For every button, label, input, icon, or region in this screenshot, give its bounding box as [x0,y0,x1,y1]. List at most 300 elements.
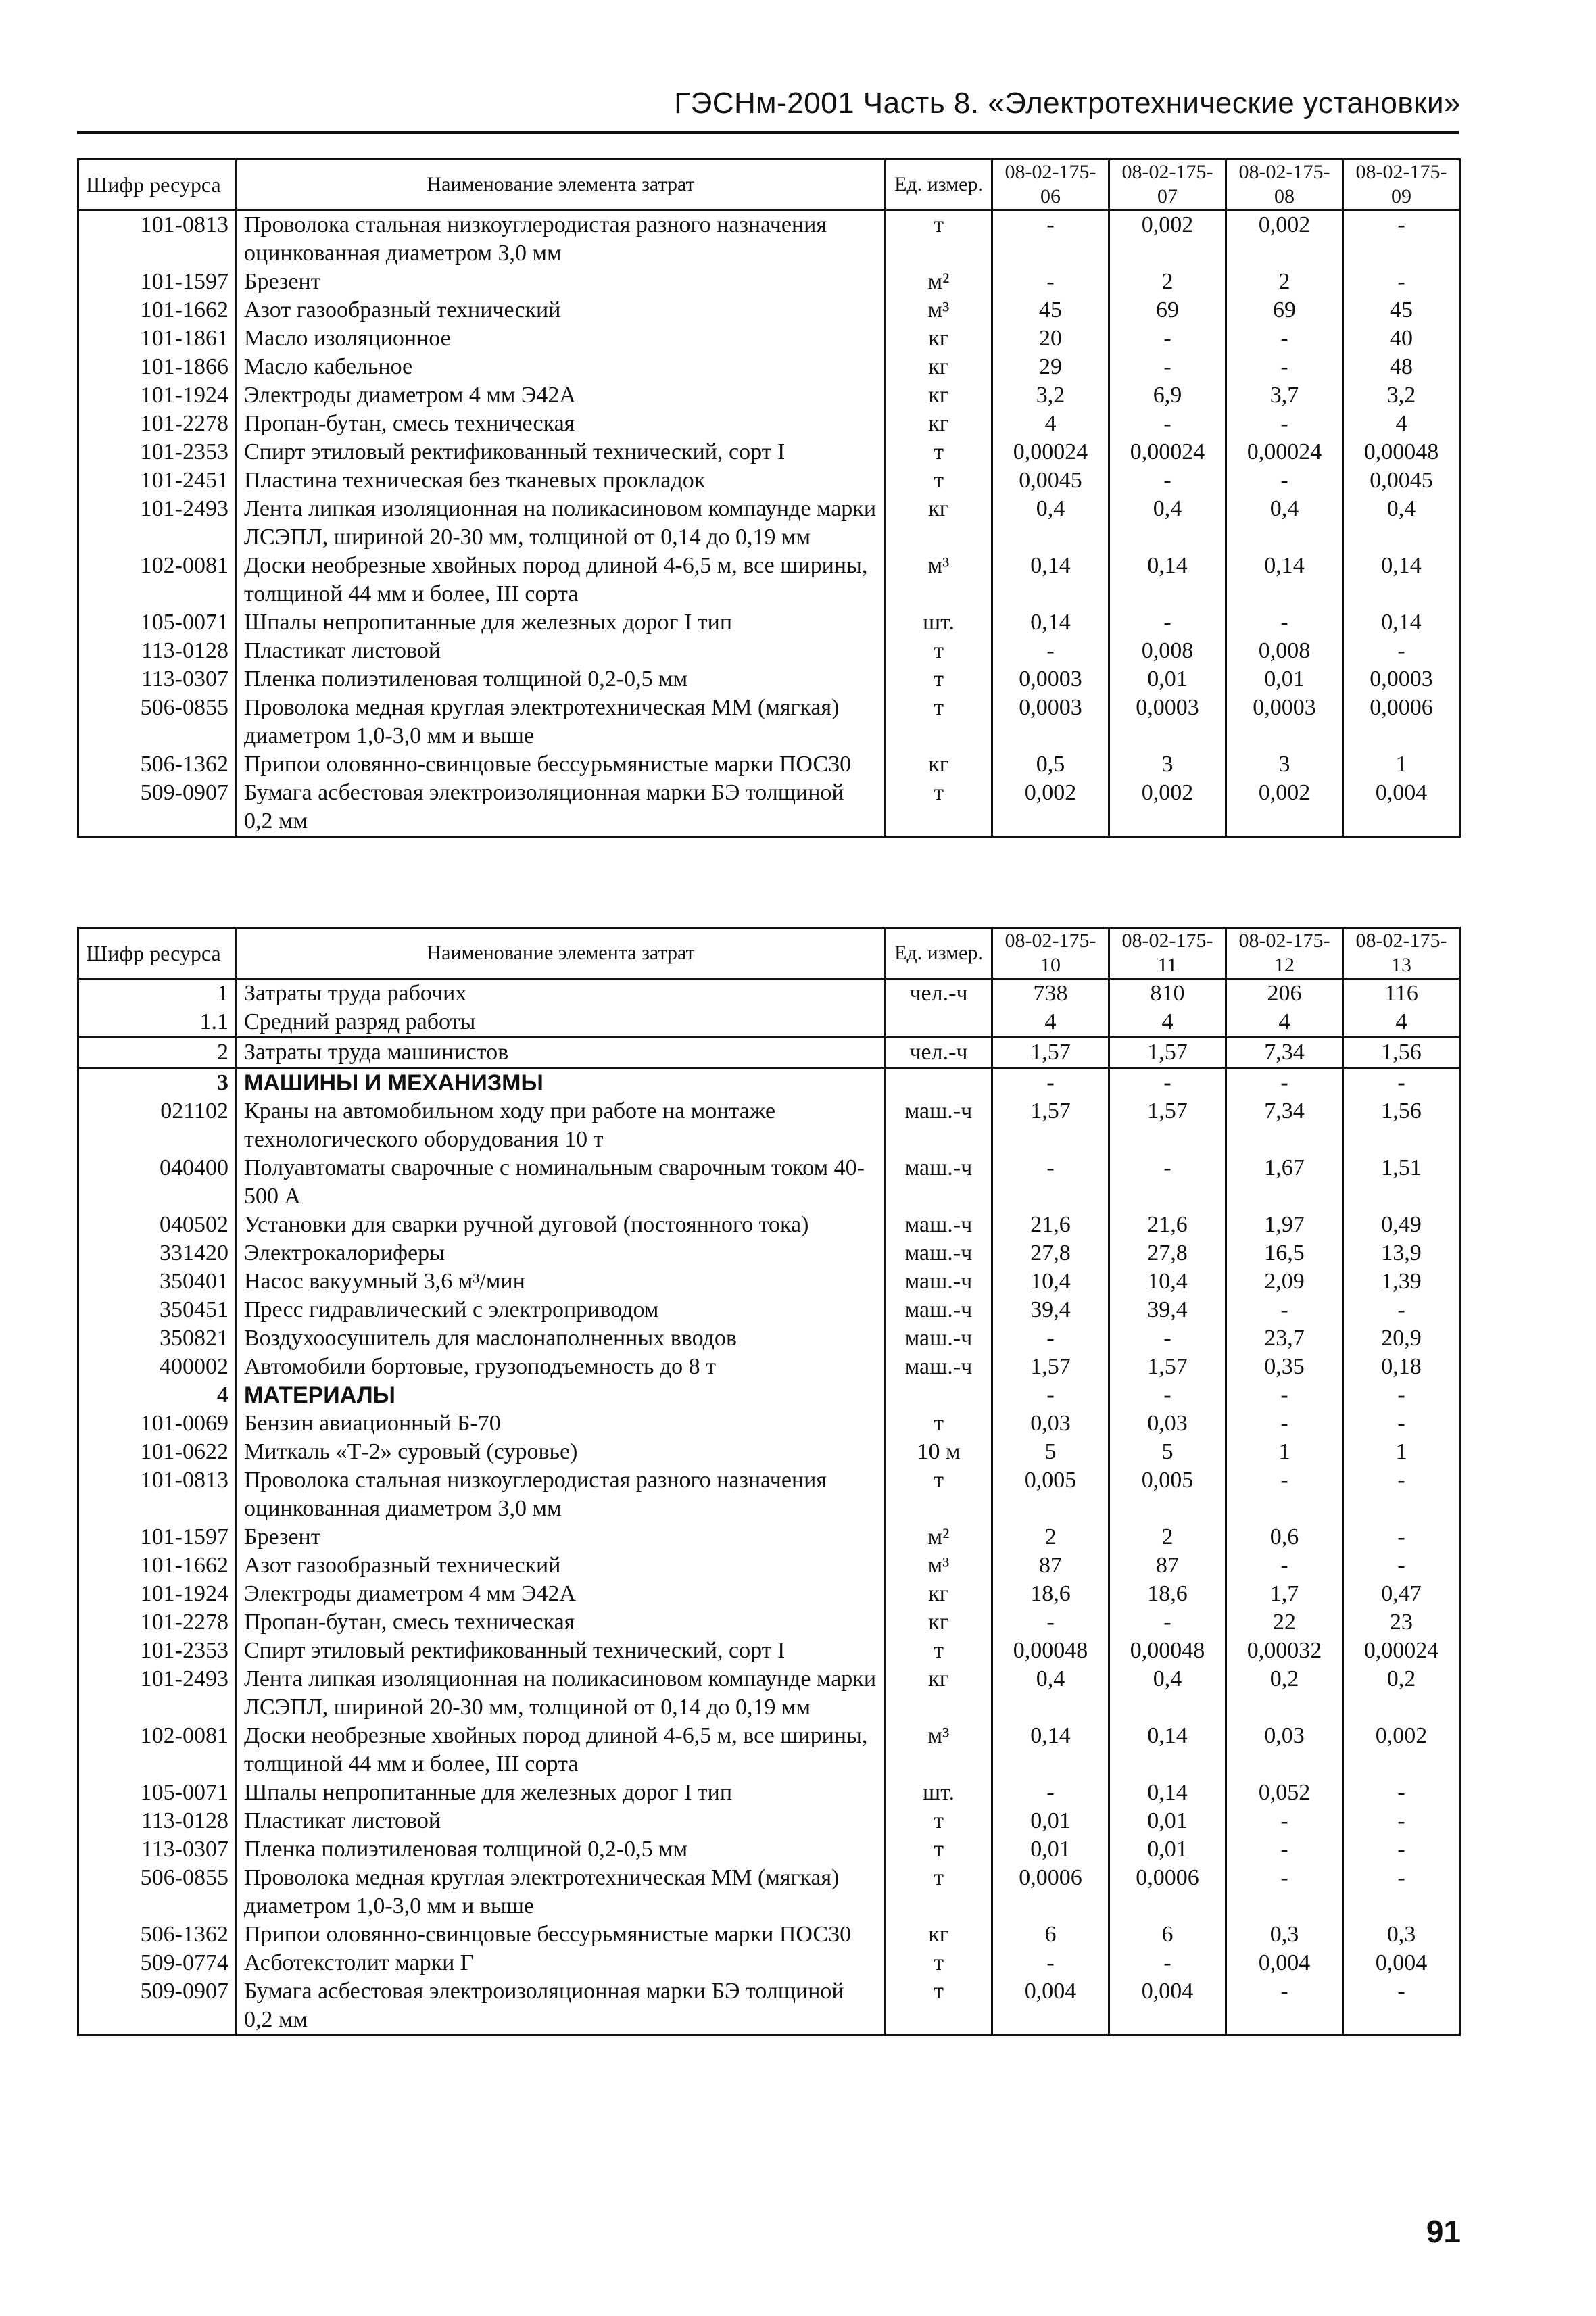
norm-value-cell: 0,14 [1109,1722,1226,1779]
resource-name-cell: Затраты труда рабочих [237,979,886,1009]
unit-cell: кг [886,410,992,438]
column-header-code: Шифр ресурса [78,160,237,210]
table-row [78,1580,1460,1608]
table-row [78,1353,1460,1381]
norm-value-cell: 0,4 [992,1665,1109,1722]
resource-code-cell: 101-1866 [78,353,237,381]
norm-value-cell: 4 [1109,1008,1226,1038]
norm-value-cell: 0,3 [1343,1921,1460,1949]
norm-value-cell: 0,008 [1109,637,1226,665]
resource-code-cell: 040502 [78,1211,237,1239]
unit-cell [886,1008,992,1038]
resource-name-cell: Установки для сварки ручной дуговой (постоянного тока) [237,1211,886,1239]
norm-value-cell: - [1343,210,1460,268]
resource-name-cell: Пластина техническая без тканевых прокладок [237,466,886,495]
table-row [78,1211,1460,1239]
unit-cell: т [886,210,992,268]
norm-value-cell: 0,00024 [1343,1637,1460,1665]
norm-value-cell: - [1343,1381,1460,1409]
table-row [78,1097,1460,1154]
column-header-norm: 08-02-175-08 [1226,160,1343,210]
norm-value-cell: 0,00024 [1109,438,1226,466]
norm-value-cell: - [1343,1835,1460,1864]
column-header-unit: Ед. измер. [886,928,992,979]
resource-code-cell: 101-1861 [78,324,237,353]
unit-cell: маш.-ч [886,1324,992,1353]
norm-value-cell: 22 [1226,1608,1343,1637]
norm-value-cell: - [1343,1864,1460,1921]
table-body [78,210,1460,837]
resource-name-cell: Доски необрезные хвойных пород длиной 4-6,5 м, все ширины, толщиной 44 мм и более, III сорта [237,552,886,608]
resource-code-cell: 101-1597 [78,268,237,296]
norm-value-cell: 0,03 [1226,1722,1343,1779]
norm-value-cell: 0,6 [1226,1523,1343,1551]
resource-code-cell: 101-2493 [78,495,237,552]
resource-name-cell: Масло изоляционное [237,324,886,353]
norm-value-cell: - [1109,1154,1226,1211]
table-row [78,1038,1460,1068]
resource-code-cell: 113-0307 [78,1835,237,1864]
resource-name-cell: Пленка полиэтиленовая толщиной 0,2-0,5 мм [237,665,886,694]
table-row [78,1779,1460,1807]
norm-value-cell: 0,005 [1109,1466,1226,1523]
norm-value-cell: 0,14 [1226,552,1343,608]
resource-table-2 [77,927,1461,2036]
norm-value-cell: 0,2 [1226,1665,1343,1722]
norm-value-cell: 2 [1226,268,1343,296]
resource-name-cell: Проволока медная круглая электротехническая ММ (мягкая) диаметром 1,0-3,0 мм и выше [237,1864,886,1921]
unit-cell: м³ [886,296,992,324]
table-row [78,637,1460,665]
resource-name-cell: Масло кабельное [237,353,886,381]
table-row [78,1438,1460,1466]
norm-value-cell: 0,002 [1343,1722,1460,1779]
norm-value-cell: 3,7 [1226,381,1343,410]
norm-value-cell: 0,004 [992,1977,1109,2035]
resource-name-cell: Насос вакуумный 3,6 м³/мин [237,1268,886,1296]
resource-code-cell: 101-2278 [78,1608,237,1637]
norm-value-cell: 27,8 [1109,1239,1226,1268]
norm-value-cell: 0,14 [992,552,1109,608]
table-row [78,1608,1460,1637]
table-row [78,694,1460,750]
norm-value-cell: 13,9 [1343,1239,1460,1268]
resource-code-cell: 102-0081 [78,552,237,608]
norm-value-cell: - [992,1068,1109,1098]
norm-value-cell: 1,39 [1343,1268,1460,1296]
norm-value-cell: - [1109,353,1226,381]
resource-code-cell: 4 [78,1381,237,1409]
table-row [78,750,1460,779]
norm-value-cell: 18,6 [992,1580,1109,1608]
norm-value-cell: - [992,1154,1109,1211]
unit-cell: м² [886,268,992,296]
norm-value-cell: 6 [992,1921,1109,1949]
norm-value-cell: 0,0045 [992,466,1109,495]
resource-name-cell: Азот газообразный технический [237,1551,886,1580]
norm-value-cell: 0,002 [1109,779,1226,837]
norm-value-cell: 3 [1109,750,1226,779]
unit-cell: кг [886,353,992,381]
resource-code-cell: 101-2353 [78,438,237,466]
resource-code-cell: 101-0069 [78,1409,237,1438]
resource-name-cell: Бумага асбестовая электроизоляционная марки БЭ толщиной 0,2 мм [237,779,886,837]
norm-value-cell: 1,97 [1226,1211,1343,1239]
norm-value-cell: 0,4 [1109,495,1226,552]
resource-name-cell: Автомобили бортовые, грузоподъемность до 8 т [237,1353,886,1381]
unit-cell: кг [886,381,992,410]
norm-value-cell: - [1226,1551,1343,1580]
norm-value-cell: 0,002 [992,779,1109,837]
unit-cell: кг [886,1580,992,1608]
resource-name-cell: Электроды диаметром 4 мм Э42А [237,1580,886,1608]
resource-code-cell: 101-1662 [78,296,237,324]
resource-name-cell: Электрокалориферы [237,1239,886,1268]
norm-value-cell: - [1109,1324,1226,1353]
resource-code-cell: 101-1662 [78,1551,237,1580]
norm-value-cell: - [1226,1977,1343,2035]
column-header-name: Наименование элемента затрат [237,928,886,979]
norm-value-cell: 2 [992,1523,1109,1551]
norm-value-cell: - [992,637,1109,665]
unit-cell: т [886,1466,992,1523]
unit-cell: м³ [886,552,992,608]
norm-value-cell: 20,9 [1343,1324,1460,1353]
norm-value-cell: 0,002 [1226,210,1343,268]
norm-value-cell: - [1343,1523,1460,1551]
table-row [78,1722,1460,1779]
unit-cell: маш.-ч [886,1296,992,1324]
column-header-norm: 08-02-175-06 [992,160,1109,210]
norm-value-cell: 1,57 [1109,1097,1226,1154]
page-header-title: ГЭСНм-2001 Часть 8. «Электротехнические установки» [674,87,1461,120]
norm-value-cell: 0,14 [1109,552,1226,608]
norm-value-cell: - [992,1779,1109,1807]
norm-value-cell: 4 [992,410,1109,438]
column-header-norm: 08-02-175-09 [1343,160,1460,210]
norm-value-cell: 4 [1226,1008,1343,1038]
table-row [78,268,1460,296]
table-row [78,1381,1460,1409]
norm-value-cell: 0,005 [992,1466,1109,1523]
norm-value-cell: - [1226,353,1343,381]
norm-value-cell: - [1109,410,1226,438]
table-row [78,495,1460,552]
norm-value-cell: 1,57 [992,1097,1109,1154]
resource-code-cell: 101-2278 [78,410,237,438]
unit-cell: т [886,438,992,466]
norm-value-cell: 20 [992,324,1109,353]
table-row [78,608,1460,637]
norm-value-cell: 0,00024 [992,438,1109,466]
resource-name-cell: Шпалы непропитанные для железных дорог I тип [237,1779,886,1807]
resource-name-cell: Проволока стальная низкоуглеродистая разного назначения оцинкованная диаметром 3,0 мм [237,1466,886,1523]
norm-value-cell: 10,4 [1109,1268,1226,1296]
resource-code-cell: 350451 [78,1296,237,1324]
resource-name-cell: Доски необрезные хвойных пород длиной 4-6,5 м, все ширины, толщиной 44 мм и более, III сорта [237,1722,886,1779]
resource-name-cell: Пластикат листовой [237,1807,886,1835]
resource-code-cell: 113-0128 [78,1807,237,1835]
norm-value-cell: 0,002 [1109,210,1226,268]
norm-value-cell: 738 [992,979,1109,1009]
norm-value-cell: 1,7 [1226,1580,1343,1608]
table-row [78,381,1460,410]
table-row [78,1523,1460,1551]
resource-code-cell: 1.1 [78,1008,237,1038]
norm-value-cell: 2,09 [1226,1268,1343,1296]
unit-cell: кг [886,1608,992,1637]
norm-value-cell: 69 [1226,296,1343,324]
resource-code-cell: 509-0774 [78,1949,237,1977]
table-row [78,1296,1460,1324]
norm-value-cell: 0,00024 [1226,438,1343,466]
unit-cell: т [886,637,992,665]
norm-value-cell: 1,51 [1343,1154,1460,1211]
unit-cell: т [886,1637,992,1665]
norm-value-cell: 0,00048 [1109,1637,1226,1665]
norm-value-cell: 0,00048 [1343,438,1460,466]
norm-value-cell: 1,57 [1109,1353,1226,1381]
table-row [78,1268,1460,1296]
resource-name-cell: Асботекстолит марки Г [237,1949,886,1977]
norm-value-cell: 0,14 [1109,1779,1226,1807]
norm-value-cell: 39,4 [992,1296,1109,1324]
table-row [78,1637,1460,1665]
norm-value-cell: 23,7 [1226,1324,1343,1353]
resource-name-cell: Проволока медная круглая электротехническая ММ (мягкая) диаметром 1,0-3,0 мм и выше [237,694,886,750]
unit-cell: кг [886,750,992,779]
unit-cell: т [886,779,992,837]
norm-value-cell: 0,4 [1343,495,1460,552]
table-row [78,1949,1460,1977]
norm-value-cell: 0,01 [1226,665,1343,694]
resource-name-cell: Полуавтоматы сварочные с номинальным сварочным током 40-500 А [237,1154,886,1211]
norm-value-cell: 0,03 [992,1409,1109,1438]
resource-name-cell: Азот газообразный технический [237,296,886,324]
resource-code-cell: 101-2451 [78,466,237,495]
unit-cell: маш.-ч [886,1268,992,1296]
norm-value-cell: 0,0045 [1343,466,1460,495]
norm-value-cell: 0,00048 [992,1637,1109,1665]
table-row [78,466,1460,495]
norm-value-cell: 0,004 [1343,1949,1460,1977]
norm-value-cell: - [1343,1068,1460,1098]
norm-value-cell: 6,9 [1109,381,1226,410]
norm-value-cell: 87 [992,1551,1109,1580]
resource-code-cell: 021102 [78,1097,237,1154]
unit-cell: маш.-ч [886,1353,992,1381]
norm-value-cell: - [992,210,1109,268]
norm-value-cell: 0,01 [992,1835,1109,1864]
resource-name-cell: Спирт этиловый ректификованный технический, сорт I [237,1637,886,1665]
norm-value-cell: 23 [1343,1608,1460,1637]
norm-value-cell: 0,18 [1343,1353,1460,1381]
norm-value-cell: 40 [1343,324,1460,353]
resource-code-cell: 2 [78,1038,237,1068]
norm-value-cell: - [1343,637,1460,665]
table-header-row [78,928,1460,979]
norm-value-cell: - [1343,1409,1460,1438]
norm-value-cell: - [1226,1835,1343,1864]
unit-cell: т [886,1864,992,1921]
norm-value-cell: 1,67 [1226,1154,1343,1211]
norm-value-cell: 0,0003 [992,694,1109,750]
resource-name-cell: Лента липкая изоляционная на поликасиновом компаунде марки ЛСЭПЛ, шириной 20-30 мм, толщиной от 0,14 до 0,19 мм [237,1665,886,1722]
norm-value-cell: - [1109,1068,1226,1098]
norm-value-cell: 0,002 [1226,779,1343,837]
table-row [78,1551,1460,1580]
norm-value-cell: 1,56 [1343,1038,1460,1068]
norm-value-cell: 3 [1226,750,1343,779]
norm-value-cell: 1,57 [992,1038,1109,1068]
norm-value-cell: 69 [1109,296,1226,324]
norm-value-cell: - [1109,324,1226,353]
norm-value-cell: 5 [992,1438,1109,1466]
norm-value-cell: 10,4 [992,1268,1109,1296]
norm-value-cell: 1 [1226,1438,1343,1466]
resource-code-cell: 506-1362 [78,1921,237,1949]
norm-value-cell: 27,8 [992,1239,1109,1268]
norm-value-cell: 0,01 [992,1807,1109,1835]
norm-value-cell: 810 [1109,979,1226,1009]
unit-cell: т [886,1409,992,1438]
norm-value-cell: 1,56 [1343,1097,1460,1154]
column-header-code: Шифр ресурса [78,928,237,979]
unit-cell: 10 м [886,1438,992,1466]
table-row [78,210,1460,268]
resource-code-cell: 3 [78,1068,237,1098]
norm-value-cell: 0,00032 [1226,1637,1343,1665]
unit-cell: кг [886,1921,992,1949]
norm-value-cell: 0,0003 [1109,694,1226,750]
table-row [78,979,1460,1009]
norm-value-cell: 3,2 [1343,381,1460,410]
column-header-norm: 08-02-175-12 [1226,928,1343,979]
unit-cell: т [886,1835,992,1864]
norm-value-cell: - [992,1949,1109,1977]
table-row [78,1835,1460,1864]
table-row [78,1977,1460,2035]
resource-code-cell: 101-1924 [78,1580,237,1608]
table-row [78,552,1460,608]
unit-cell: маш.-ч [886,1097,992,1154]
norm-value-cell: 0,004 [1109,1977,1226,2035]
resource-code-cell: 113-0307 [78,665,237,694]
resource-name-cell: Брезент [237,268,886,296]
page-number: 91 [1426,2214,1461,2249]
unit-cell: кг [886,495,992,552]
norm-value-cell: 6 [1109,1921,1226,1949]
resource-code-cell: 101-0622 [78,1438,237,1466]
resource-name-cell: Бензин авиационный Б-70 [237,1409,886,1438]
resource-code-cell: 101-2353 [78,1637,237,1665]
table-row [78,1324,1460,1353]
norm-value-cell: 0,008 [1226,637,1343,665]
norm-value-cell: 21,6 [992,1211,1109,1239]
norm-value-cell: - [1343,268,1460,296]
table-row [78,1239,1460,1268]
norm-value-cell: 0,0006 [1109,1864,1226,1921]
unit-cell: маш.-ч [886,1211,992,1239]
norm-value-cell: 0,01 [1109,665,1226,694]
resource-code-cell: 350821 [78,1324,237,1353]
norm-value-cell: 7,34 [1226,1038,1343,1068]
norm-value-cell: 1,57 [1109,1038,1226,1068]
resource-code-cell: 509-0907 [78,779,237,837]
norm-value-cell: 45 [992,296,1109,324]
norm-value-cell: - [992,268,1109,296]
resource-name-cell: Затраты труда машинистов [237,1038,886,1068]
norm-value-cell: - [1343,1466,1460,1523]
norm-value-cell: 0,14 [1343,552,1460,608]
resource-code-cell: 350401 [78,1268,237,1296]
resource-code-cell: 101-1924 [78,381,237,410]
norm-value-cell: 0,0003 [1226,694,1343,750]
norm-value-cell: 21,6 [1109,1211,1226,1239]
norm-value-cell: 4 [1343,410,1460,438]
resource-name-cell: Пресс гидравлический с электроприводом [237,1296,886,1324]
norm-value-cell: 0,0006 [1343,694,1460,750]
norm-value-cell: 7,34 [1226,1097,1343,1154]
column-header-norm: 08-02-175-13 [1343,928,1460,979]
resource-code-cell: 331420 [78,1239,237,1268]
norm-value-cell: - [1109,608,1226,637]
norm-value-cell: 0,01 [1109,1835,1226,1864]
norm-value-cell: 206 [1226,979,1343,1009]
header-divider [77,131,1459,134]
resource-table-1 [77,158,1461,838]
norm-value-cell: - [1109,1608,1226,1637]
norm-value-cell: - [1226,1381,1343,1409]
column-header-name: Наименование элемента затрат [237,160,886,210]
table-row [78,665,1460,694]
resource-name-cell: Средний разряд работы [237,1008,886,1038]
resource-code-cell: 1 [78,979,237,1009]
norm-value-cell: 0,004 [1343,779,1460,837]
resource-code-cell: 101-0813 [78,1466,237,1523]
unit-cell: т [886,1807,992,1835]
norm-value-cell: 0,0006 [992,1864,1109,1921]
norm-value-cell: 0,2 [1343,1665,1460,1722]
table-row [78,1154,1460,1211]
norm-value-cell: 0,14 [992,608,1109,637]
norm-value-cell: 116 [1343,979,1460,1009]
norm-value-cell: - [1226,1864,1343,1921]
norm-value-cell: 48 [1343,353,1460,381]
resource-name-cell: Брезент [237,1523,886,1551]
norm-value-cell: - [1226,1807,1343,1835]
resource-name-cell: Электроды диаметром 4 мм Э42А [237,381,886,410]
resource-code-cell: 101-0813 [78,210,237,268]
norm-value-cell: - [1226,466,1343,495]
norm-value-cell: 18,6 [1109,1580,1226,1608]
norm-value-cell: 2 [1109,1523,1226,1551]
column-header-norm: 08-02-175-11 [1109,928,1226,979]
unit-cell: т [886,694,992,750]
resource-code-cell: 506-0855 [78,694,237,750]
unit-cell: т [886,665,992,694]
resource-name-cell: Лента липкая изоляционная на поликасиновом компаунде марки ЛСЭПЛ, шириной 20-30 мм, толщиной от 0,14 до 0,19 мм [237,495,886,552]
table-row [78,1665,1460,1722]
norm-value-cell: - [992,1608,1109,1637]
norm-value-cell: 0,01 [1109,1807,1226,1835]
norm-value-cell: - [1343,1807,1460,1835]
unit-cell: чел.-ч [886,1038,992,1068]
unit-cell: кг [886,324,992,353]
table-row [78,1466,1460,1523]
resource-name-cell: МАТЕРИАЛЫ [237,1381,886,1409]
resource-code-cell: 113-0128 [78,637,237,665]
